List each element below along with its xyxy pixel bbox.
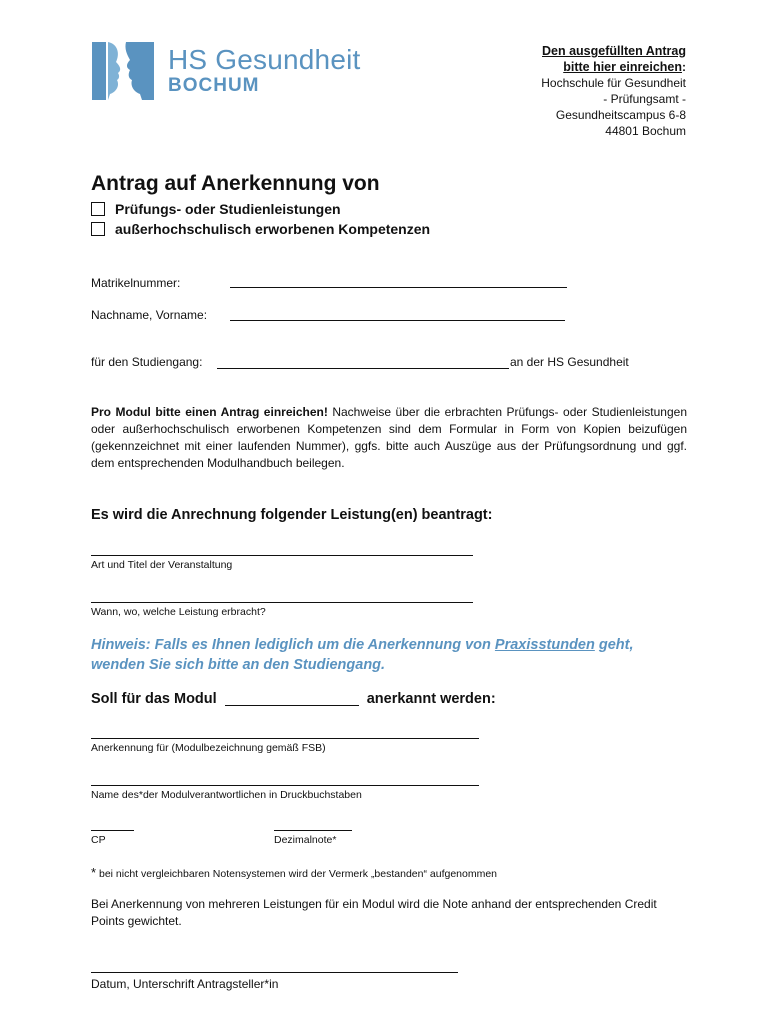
address-line: 44801 Bochum [605, 124, 686, 138]
submission-address [541, 43, 686, 139]
signature-field[interactable] [91, 972, 458, 973]
option-pruefungsleistungen[interactable] [91, 201, 341, 217]
weighting-note: Bei Anerkennung von mehreren Leistungen für ein Modul wird die Note anhand der entsprechenden Credit Points gewichtet. [91, 897, 657, 928]
footnote-text: bei nicht vergleichbaren Notensystemen wird der Vermerk „bestanden“ aufgenommen [96, 868, 498, 880]
address-line: Gesundheitscampus 6-8 [555, 108, 686, 122]
modulbezeichnung-caption: Anerkennung für (Modulbezeichnung gemäß FSB) [91, 742, 326, 754]
studiengang-field[interactable] [217, 368, 509, 369]
signature-caption: Datum, Unterschrift Antragsteller*in [91, 977, 279, 991]
checkbox[interactable] [91, 202, 105, 216]
logo-name: HS Gesundheit [168, 44, 361, 75]
submit-heading-colon: : [682, 60, 686, 74]
modul-field[interactable] [225, 689, 359, 706]
address-line: - Prüfungsamt - [603, 92, 686, 106]
hint-prefix: Hinweis: Falls es Ihnen lediglich um die Anerkennung von [91, 637, 495, 653]
grade-field[interactable] [274, 830, 352, 831]
footnote-star: * [91, 865, 97, 880]
logo-city: BOCHUM [168, 75, 260, 96]
instruction-paragraph [91, 404, 687, 472]
name-field[interactable] [230, 320, 565, 321]
address-line: Hochschule für Gesundheit [541, 76, 686, 90]
leistung-field[interactable] [91, 602, 473, 603]
veranstaltung-field[interactable] [91, 555, 473, 556]
hint-suffix: geht, wenden Sie sich bitte an den Studiengang. [91, 637, 634, 673]
option-label: Prüfungs- oder Studienleistungen [115, 201, 341, 217]
cp-caption: CP [91, 834, 106, 846]
cp-field[interactable] [91, 830, 134, 831]
studiengang-suffix: an der HS Gesundheit [510, 355, 629, 369]
modulverantwortliche-field[interactable] [91, 785, 479, 786]
leistung-caption: Wann, wo, welche Leistung erbracht? [91, 606, 266, 618]
option-label: außerhochschulisch erworbenen Kompetenzen [115, 221, 431, 237]
modulverantwortliche-caption: Name des*der Modulverantwortlichen in Druckbuchstaben [91, 789, 362, 801]
instruction-bold: Pro Modul bitte einen Antrag einreichen! [91, 405, 328, 419]
modul-heading-suffix: anerkannt werden: [366, 691, 496, 707]
submit-heading-line2: bitte hier einreichen [563, 60, 682, 74]
section-heading-modul [91, 691, 496, 708]
modulbezeichnung-field[interactable] [91, 738, 479, 739]
section-heading-leistungen: Es wird die Anrechnung folgender Leistung(en) beantragt: [91, 507, 493, 523]
option-kompetenzen[interactable] [91, 221, 430, 237]
modul-heading-prefix: Soll für das Modul [91, 691, 217, 707]
praxisstunden-link[interactable]: Praxisstunden [494, 637, 595, 653]
logo-icon [90, 40, 160, 102]
name-label: Nachname, Vorname: [91, 308, 208, 322]
studiengang-label: für den Studiengang: [91, 355, 203, 369]
hint-text [91, 635, 691, 675]
matrikel-field[interactable] [230, 287, 567, 288]
checkbox[interactable] [91, 222, 105, 236]
matrikel-label: Matrikelnummer: [91, 276, 181, 290]
footnote [91, 865, 497, 880]
instruction-text: Nachweise über die erbrachten Prüfungs- oder Studienleistungen oder außerhochschulisch erworbenen Kompetenzen sind dem Formular in Form von Kopien beizufügen (gekennzeichnet mit einer laufenden Nummer), ggfs. bitte auch Auszüge aus der Prüfungsordnung und ggf. dem entsprechenden Modulhandbuch beilegen. [91, 405, 687, 470]
grade-caption: Dezimalnote* [274, 834, 337, 846]
submit-heading-line1: Den ausgefüllten Antrag [542, 44, 686, 58]
veranstaltung-caption: Art und Titel der Veranstaltung [91, 559, 233, 571]
page-title: Antrag auf Anerkennung von [91, 172, 380, 195]
